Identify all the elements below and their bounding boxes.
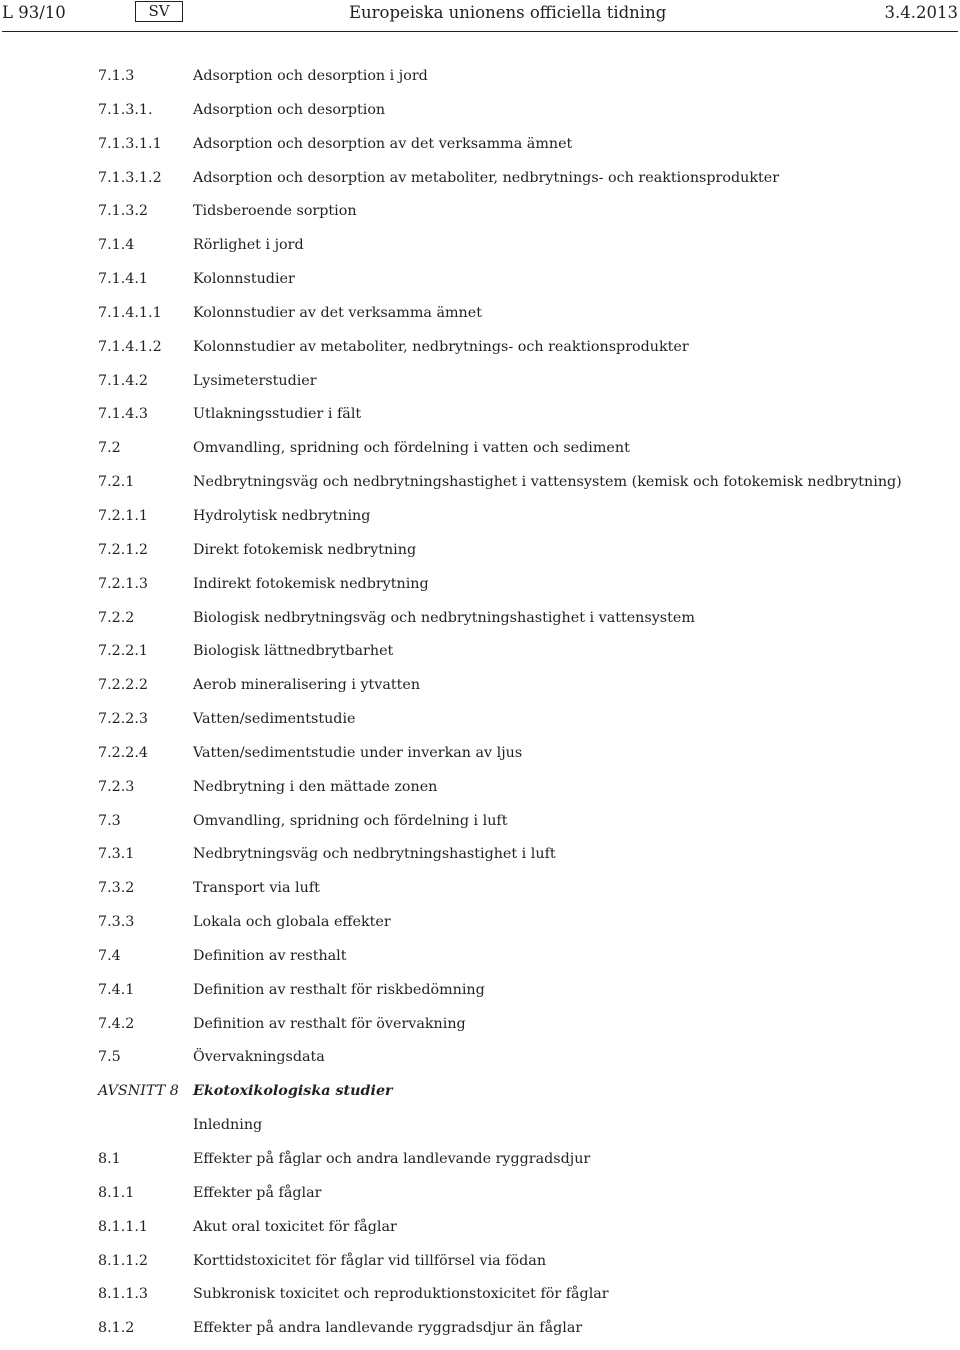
toc-entry-number: 7.2.2.2	[98, 677, 149, 694]
toc-entry	[0, 876, 960, 910]
toc-entry-number: 7.5	[98, 1049, 121, 1066]
toc-entry	[0, 673, 960, 707]
toc-entry-title: Lokala och globala effekter	[193, 914, 391, 931]
toc-entry-title: Omvandling, spridning och fördelning i luft	[193, 812, 508, 829]
toc-entry	[0, 470, 960, 504]
toc-entry-title: Rörlighet i jord	[193, 237, 304, 254]
toc-entry-title: Ekotoxikologiska studier	[193, 1083, 393, 1100]
toc-entry-title: Subkronisk toxicitet och reproduktionstoxicitet för fåglar	[193, 1286, 609, 1303]
toc-entry-title: Utlakningsstudier i fält	[193, 406, 362, 423]
toc-entry-title: Definition av resthalt	[193, 947, 347, 964]
toc-entry	[0, 1215, 960, 1249]
toc-entry-title: Definition av resthalt för övervakning	[193, 1015, 466, 1032]
toc-entry	[0, 1045, 960, 1079]
toc-entry-number: 8.1.1.1	[98, 1218, 149, 1235]
toc-entry	[0, 978, 960, 1012]
toc-entry	[0, 369, 960, 403]
toc-entry-number: 7.3.3	[98, 914, 135, 931]
toc-entry	[0, 842, 960, 876]
toc-entry	[0, 809, 960, 843]
toc-entry-number: 7.1.4.1.1	[98, 304, 162, 321]
toc-entry-number: 7.1.4.1	[98, 271, 149, 288]
toc-entry-number: 7.2.2	[98, 609, 135, 626]
toc-entry-number: 7.2.2.1	[98, 643, 149, 660]
toc-entry-number: 7.2.1.1	[98, 507, 149, 524]
toc-entry-number: 7.4.1	[98, 981, 135, 998]
toc-entry-title: Effekter på andra landlevande ryggradsdjur än fåglar	[193, 1320, 583, 1337]
toc-entry	[0, 301, 960, 335]
toc-entry-number: 7.4	[98, 947, 121, 964]
toc-entry-number: 7.3.2	[98, 880, 135, 897]
toc-entry-title: Biologisk lättnedbrytbarhet	[193, 643, 394, 660]
toc-entry-number: 7.2.1	[98, 474, 135, 491]
toc-entry-number: 8.1	[98, 1151, 121, 1167]
toc-entry-number: 7.3.1	[98, 846, 135, 863]
toc-entry-title: Effekter på fåglar och andra landlevande ryggradsdjur	[193, 1151, 591, 1167]
toc-entry-number: 7.2.1.2	[98, 541, 149, 558]
toc-entry	[0, 538, 960, 572]
toc-entry-title: Omvandling, spridning och fördelning i vatten och sediment	[193, 440, 630, 457]
toc-entry-number: 7.2.3	[98, 778, 135, 795]
toc-entry	[0, 741, 960, 775]
toc-entry-number: 7.2.2.4	[98, 744, 149, 761]
toc-entry-number: 8.1.1.2	[98, 1252, 149, 1269]
toc-entry-number: 7.1.3.1.2	[98, 169, 162, 186]
toc-entry-number: 7.1.4.1.2	[98, 338, 162, 355]
toc-entry	[0, 1316, 960, 1350]
toc-entry-title: Direkt fotokemisk nedbrytning	[193, 541, 417, 558]
toc-entry-number: 7.2	[98, 440, 121, 457]
toc-entry-title: Transport via luft	[193, 880, 320, 897]
toc-entry	[0, 267, 960, 301]
page-reference: L 93/10	[2, 3, 66, 22]
toc-entry-title: Kolonnstudier	[193, 271, 295, 288]
toc-entry	[0, 1079, 960, 1113]
toc-entry-title: Definition av resthalt för riskbedömning	[193, 981, 485, 998]
toc-entry	[0, 166, 960, 200]
toc-entry-title: Aerob mineralisering i ytvatten	[193, 677, 421, 694]
toc-entry	[0, 606, 960, 640]
toc-entry	[0, 1147, 960, 1181]
language-code-box: SV	[135, 1, 183, 22]
toc-entry-title: Nedbrytningsväg och nedbrytningshastighet i vattensystem (kemisk och fotokemisk nedbrytning)	[193, 474, 902, 491]
toc-entry-number: 7.4.2	[98, 1015, 135, 1032]
toc-entry-title: Indirekt fotokemisk nedbrytning	[193, 575, 429, 592]
toc-entry-number: 7.1.3.1.1	[98, 135, 162, 152]
toc-entry-title: Effekter på fåglar	[193, 1184, 322, 1201]
toc-entry-title: Vatten/sedimentstudie	[193, 711, 356, 728]
toc-entry-number: 7.1.3	[98, 68, 135, 84]
toc-entry-title: Övervakningsdata	[193, 1049, 325, 1066]
toc-entry	[0, 98, 960, 132]
toc-entry-title: Adsorption och desorption i jord	[193, 68, 428, 84]
toc-entry	[0, 402, 960, 436]
toc-entry	[0, 1012, 960, 1046]
toc-entry	[0, 233, 960, 267]
toc-entry	[0, 132, 960, 166]
table-of-contents	[0, 64, 960, 1350]
toc-entry-title: Vatten/sedimentstudie under inverkan av ljus	[193, 744, 523, 761]
toc-entry	[0, 707, 960, 741]
toc-entry	[0, 335, 960, 369]
toc-entry-number: 7.1.4	[98, 237, 135, 254]
toc-entry-number: 7.2.1.3	[98, 575, 149, 592]
toc-entry	[0, 910, 960, 944]
toc-entry	[0, 572, 960, 606]
toc-entry-number: 7.2.2.3	[98, 711, 149, 728]
toc-entry-title: Inledning	[193, 1117, 263, 1134]
toc-entry-number: 7.1.4.3	[98, 406, 149, 423]
toc-entry-title: Adsorption och desorption av metaboliter, nedbrytnings- och reaktionsprodukter	[193, 169, 780, 186]
toc-entry-title: Biologisk nedbrytningsväg och nedbrytningshastighet i vattensystem	[193, 609, 695, 626]
toc-entry-title: Lysimeterstudier	[193, 372, 317, 389]
header-divider	[2, 31, 958, 32]
toc-entry	[0, 1282, 960, 1316]
page-header	[0, 0, 960, 32]
toc-entry	[0, 944, 960, 978]
toc-entry	[0, 1113, 960, 1147]
toc-entry-title: Adsorption och desorption	[193, 101, 386, 118]
toc-entry-number: 7.3	[98, 812, 121, 829]
toc-entry-title: Nedbrytningsväg och nedbrytningshastighet i luft	[193, 846, 556, 863]
journal-title: Europeiska unionens officiella tidning	[349, 3, 667, 22]
toc-entry-number: 8.1.1.3	[98, 1286, 149, 1303]
toc-entry-number: AVSNITT 8	[98, 1083, 179, 1100]
toc-entry-title: Tidsberoende sorption	[193, 203, 357, 220]
toc-entry	[0, 775, 960, 809]
toc-entry-number: 7.1.3.2	[98, 203, 149, 220]
toc-entry-title: Korttidstoxicitet för fåglar vid tillförsel via födan	[193, 1252, 547, 1269]
toc-entry	[0, 436, 960, 470]
toc-entry-number: 8.1.2	[98, 1320, 135, 1337]
toc-entry	[0, 199, 960, 233]
toc-entry-title: Akut oral toxicitet för fåglar	[193, 1218, 397, 1235]
toc-entry-title: Adsorption och desorption av det verksamma ämnet	[193, 135, 573, 152]
toc-entry	[0, 504, 960, 538]
toc-entry-title: Nedbrytning i den mättade zonen	[193, 778, 438, 795]
publication-date: 3.4.2013	[884, 3, 958, 22]
toc-entry	[0, 1181, 960, 1215]
toc-entry	[0, 64, 960, 98]
toc-entry-title: Hydrolytisk nedbrytning	[193, 507, 371, 524]
toc-entry-title: Kolonnstudier av metaboliter, nedbrytnings- och reaktionsprodukter	[193, 338, 689, 355]
toc-entry-title: Kolonnstudier av det verksamma ämnet	[193, 304, 482, 321]
toc-entry	[0, 639, 960, 673]
toc-entry-number: 8.1.1	[98, 1184, 135, 1201]
toc-entry	[0, 1249, 960, 1283]
toc-entry-number: 7.1.3.1.	[98, 101, 153, 118]
toc-entry-number: 7.1.4.2	[98, 372, 149, 389]
